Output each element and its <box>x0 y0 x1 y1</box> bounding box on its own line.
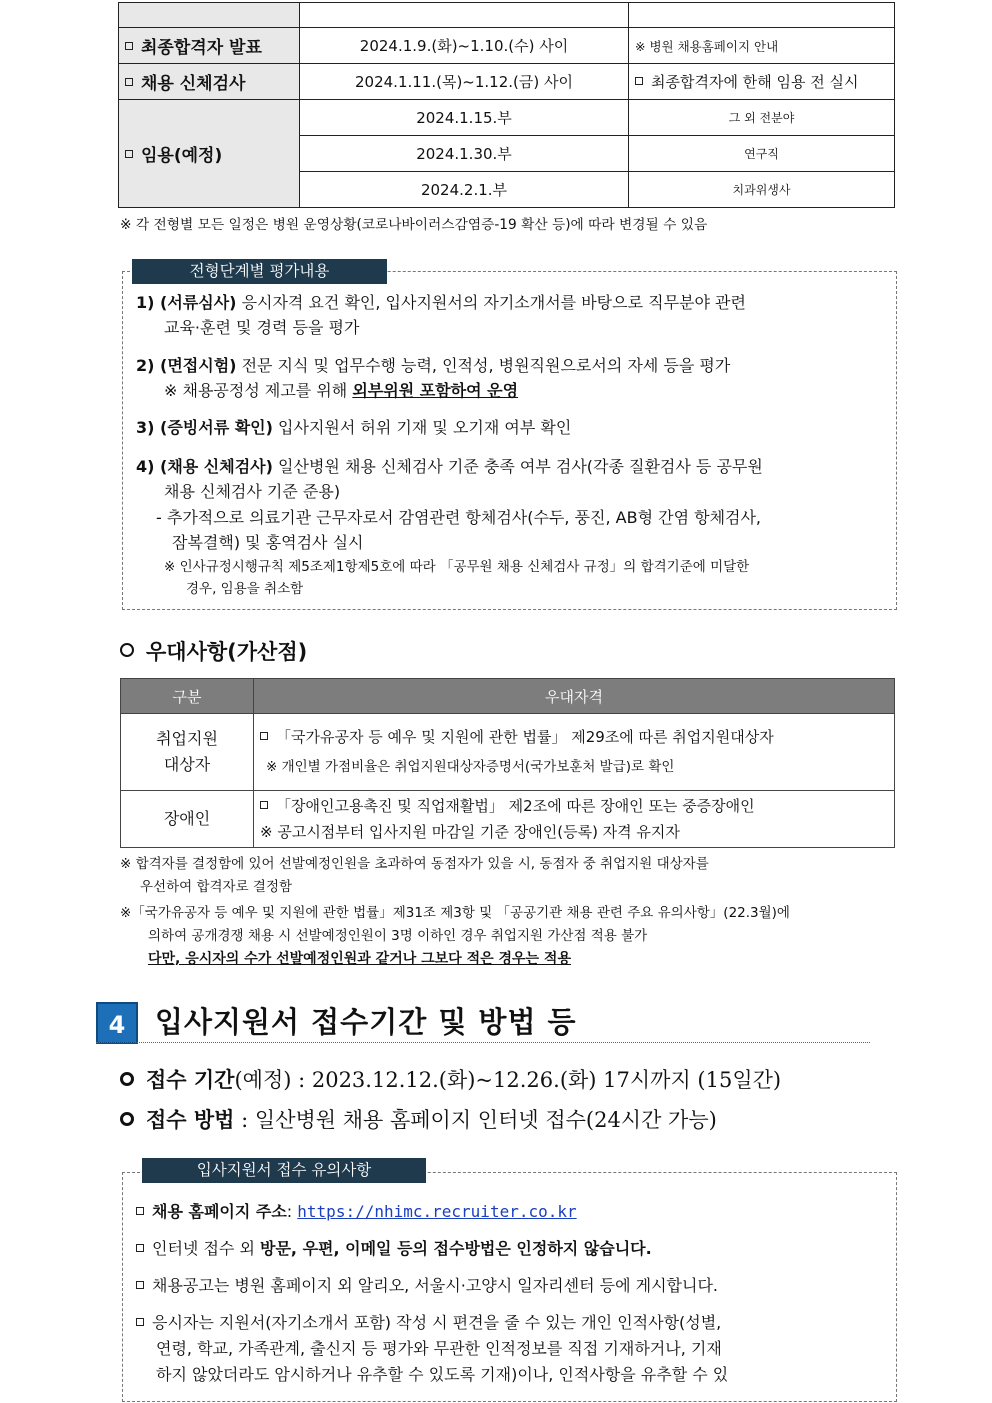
table-row <box>119 3 895 28</box>
circle-bullet-icon <box>120 1072 134 1086</box>
application-note-4-cont2: 하지 않았더라도 암시하거나 유추할 수 있도록 기재)이나, 인적사항을 유추할 수 있 <box>156 1365 729 1384</box>
table-row <box>121 714 895 791</box>
eval-step-4-sub: - 추가적으로 의료기관 근무자로서 감염관련 항체검사(수두, 풍진, AB형 간염 항체검사, <box>156 508 762 527</box>
final-announce-date: 2024.1.9.(화)~1.10.(수) 사이 <box>300 28 629 64</box>
section-divider <box>96 1042 870 1043</box>
category-cell: 장애인 <box>121 791 254 848</box>
section-title: 입사지원서 접수기간 및 방법 등 <box>155 1005 577 1039</box>
preference-note-1-cont: 우선하여 합격자로 결정함 <box>140 879 293 895</box>
table-header-row <box>121 679 895 714</box>
appointment-label: 임용(예정) <box>119 100 300 208</box>
square-bullet-icon <box>136 1281 144 1289</box>
preference-note-2: ※「국가유공자 등 예우 및 지원에 관한 법률」제31조 제3항 및 「공공기관 채용 관련 주요 유의사항」(22.3월)에 <box>120 905 790 921</box>
schedule-footnote: ※ 각 전형별 모든 일정은 병원 운영상황(코로나바이러스감염증-19 확산 등)에 따라 변경될 수 있음 <box>120 217 708 233</box>
table-row <box>121 791 895 848</box>
square-bullet-icon <box>136 1207 144 1215</box>
application-note-2: 인터넷 접수 외 방문, 우편, 이메일 등의 접수방법은 인정하지 않습니다. <box>136 1236 652 1262</box>
application-note-4: 응시자는 지원서(자기소개서 포함) 작성 시 편견을 줄 수 있는 개인 인적사항(성별, <box>136 1310 721 1336</box>
evaluation-title: 전형단계별 평가내용 <box>132 259 387 284</box>
application-period: 접수 기간(예정) : 2023.12.12.(화)~12.26.(화) 17시까지 (15일간) <box>120 1064 781 1094</box>
appointment-date: 2024.1.30.부 <box>300 136 629 172</box>
circle-bullet-icon <box>120 643 134 657</box>
square-bullet-icon <box>260 801 268 809</box>
table-row <box>119 100 895 136</box>
eval-step-4-note: ※ 인사규정시행규칙 제5조제1항제5호에 따라 「공무원 채용 신체검사 규정」의 합격기준에 미달한 <box>164 559 750 575</box>
square-bullet-icon <box>635 77 643 85</box>
qualification-cell: 「장애인고용촉진 및 직업재활법」 제2조에 따른 장애인 또는 중증장애인 ※ 공고시점부터 입사지원 마감일 기준 장애인(등록) 자격 유지자 <box>254 791 895 848</box>
square-bullet-icon <box>125 42 133 50</box>
application-method: 접수 방법 : 일산병원 채용 홈페이지 인터넷 접수(24시간 가능) <box>120 1104 717 1134</box>
qualification-cell: 「국가유공자 등 예우 및 지원에 관한 법률」 제29조에 따른 취업지원대상자 ※ 개인별 가점비율은 취업지원대상자증명서(국가보훈처 발급)로 확인 <box>254 714 895 791</box>
final-announce-label: 최종합격자 발표 <box>119 28 300 64</box>
health-check-label: 채용 신체검사 <box>119 64 300 100</box>
application-notes-title: 입사지원서 접수 유의사항 <box>142 1158 426 1183</box>
appointment-field: 연구직 <box>629 136 895 172</box>
application-note-4-cont: 연령, 학교, 가족관계, 출신지 등 평가와 무관한 인적정보를 직접 기재하거나, 기재 <box>156 1339 722 1358</box>
square-bullet-icon <box>125 150 133 158</box>
eval-step-2-note: ※ 채용공정성 제고를 위해 외부위원 포함하여 운영 <box>164 381 519 400</box>
category-cell: 취업지원 대상자 <box>121 714 254 791</box>
eval-step-1: 1) (서류심사) 응시자격 요건 확인, 입사지원서의 자기소개서를 바탕으로 직무분야 관련 <box>136 293 746 312</box>
application-note-3: 채용공고는 병원 홈페이지 외 알리오, 서울시·고양시 일자리센터 등에 게시합니다. <box>136 1273 718 1299</box>
appointment-field: 치과위생사 <box>629 172 895 208</box>
square-bullet-icon <box>125 78 133 86</box>
appointment-date: 2024.2.1.부 <box>300 172 629 208</box>
square-bullet-icon <box>136 1318 144 1326</box>
eval-step-4-note-cont: 경우, 임용을 취소함 <box>186 581 304 597</box>
square-bullet-icon <box>260 732 268 740</box>
health-check-date: 2024.1.11.(목)~1.12.(금) 사이 <box>300 64 629 100</box>
appointment-date: 2024.1.15.부 <box>300 100 629 136</box>
preference-heading: 우대사항(가산점) <box>120 636 307 666</box>
preference-table <box>120 678 895 848</box>
eval-step-2: 2) (면접시험) 전문 지식 및 업무수행 능력, 인적성, 병원직원으로서의 자세 등을 평가 <box>136 356 731 375</box>
preference-note-1: ※ 합격자를 결정함에 있어 선발예정인원을 초과하여 동점자가 있을 시, 동점자 중 취업지원 대상자를 <box>120 856 709 872</box>
column-header-category: 구분 <box>121 679 254 714</box>
eval-step-3: 3) (증빙서류 확인) 입사지원서 허위 기재 및 오기재 여부 확인 <box>136 418 572 437</box>
circle-bullet-icon <box>120 1112 134 1126</box>
preference-note-2-cont: 의하여 공개경쟁 채용 시 선발예정인원이 3명 이하인 경우 취업지원 가산점 적용 불가 <box>148 928 648 944</box>
appointment-field: 그 외 전분야 <box>629 100 895 136</box>
homepage-link[interactable]: https://nhimc.recruiter.co.kr <box>297 1202 577 1221</box>
square-bullet-icon <box>136 1244 144 1252</box>
eval-step-4-cont: 채용 신체검사 기준 준용) <box>164 482 341 501</box>
homepage-address: 채용 홈페이지 주소: https://nhimc.recruiter.co.kr <box>136 1199 577 1225</box>
health-check-note: 최종합격자에 한해 임용 전 실시 <box>629 64 895 100</box>
preference-note-2-exception: 다만, 응시자의 수가 선발예정인원과 같거나 그보다 적은 경우는 적용 <box>148 951 571 967</box>
eval-step-4: 4) (채용 신체검사) 일산병원 채용 신체검사 기준 충족 여부 검사(각종 질환검사 등 공무원 <box>136 457 763 476</box>
schedule-table <box>118 2 895 208</box>
table-row <box>119 64 895 100</box>
eval-step-1-cont: 교육·훈련 및 경력 등을 평가 <box>164 318 360 337</box>
column-header-qualification: 우대자격 <box>254 679 895 714</box>
final-announce-note: ※ 병원 채용홈페이지 안내 <box>629 28 895 64</box>
section-number: 4 <box>96 1002 138 1044</box>
table-row <box>119 28 895 64</box>
eval-step-4-sub-cont: 잠복결핵) 및 홍역검사 실시 <box>172 533 364 552</box>
